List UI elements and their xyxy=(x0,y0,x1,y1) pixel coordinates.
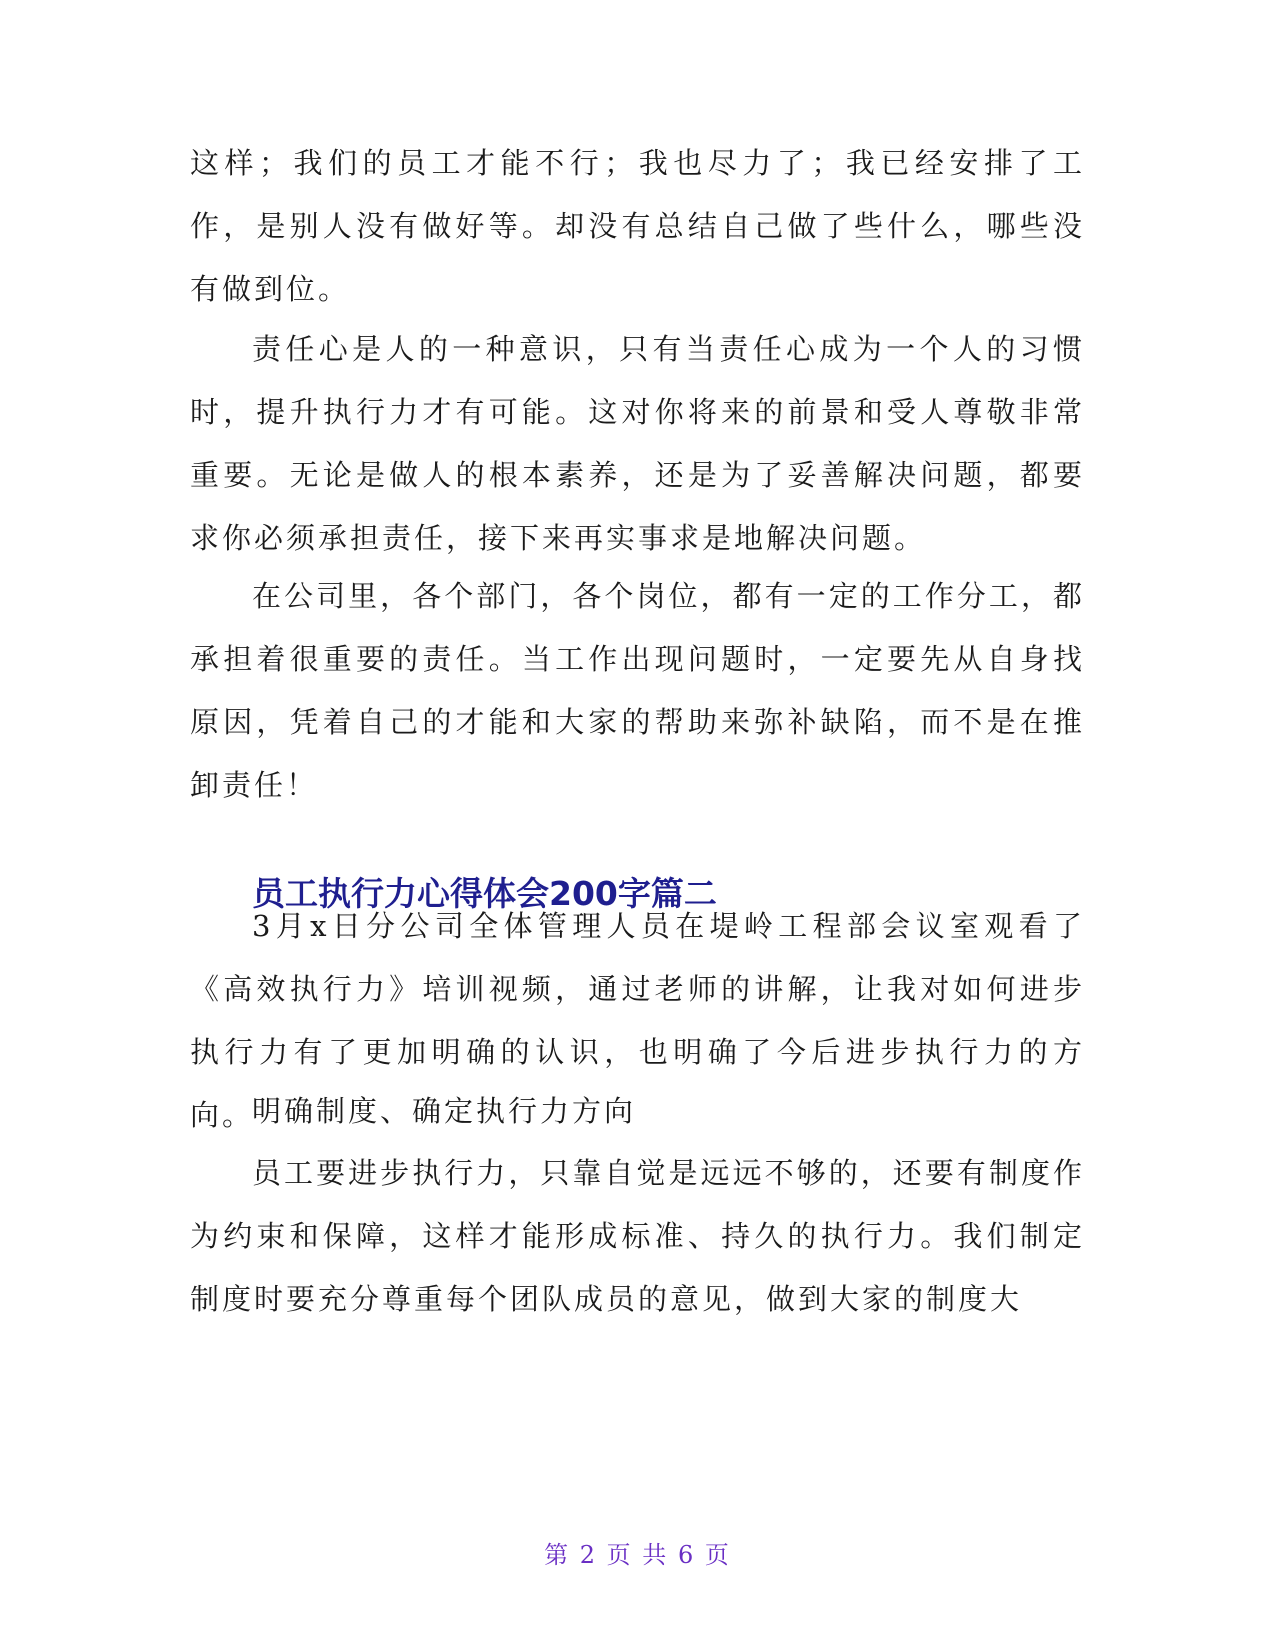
footer-total-pages: 6 xyxy=(677,1541,696,1569)
paragraph-company-roles: 在公司里，各个部门，各个岗位，都有一定的工作分工，都承担着很重要的责任。当工作出现问题时，一定要先从自身找原因，凭着自己的才能和大家的帮助来弥补缺陷，而不是在推卸责任！ xyxy=(190,579,1085,802)
paragraph-subheading: 明确制度、确定执行力方向 xyxy=(252,1094,637,1128)
footer-prefix: 第 xyxy=(544,1541,571,1569)
paragraph-responsibility: 责任心是人的一种意识，只有当责任心成为一个人的习惯时，提升执行力才有可能。这对你将来的前景和受人尊敬非常重要。无论是做人的根本素养，还是为了妥善解决问题，都要求你必须承担责任，接下来再实事求是地解决问题。 xyxy=(190,332,1085,555)
footer-suffix: 页 xyxy=(704,1541,731,1569)
paragraph-continuation: 这样；我们的员工才能不行；我也尽力了；我已经安排了工作，是别人没有做好等。却没有总结自己做了些什么，哪些没有做到位。 xyxy=(190,146,1085,306)
section-heading: 员工执行力心得体会200字篇二 xyxy=(252,874,717,913)
paragraph-training-video: 3月x日分公司全体管理人员在堤岭工程部会议室观看了《高效执行力》培训视频，通过老师的讲解，让我对如何进步执行力有了更加明确的认识，也明确了今后进步执行力的方向。 xyxy=(190,909,1085,1132)
page-footer xyxy=(0,1540,1275,1570)
footer-middle: 页 共 xyxy=(606,1541,669,1569)
paragraph-rules: 员工要进步执行力，只靠自觉是远远不够的，还要有制度作为约束和保障，这样才能形成标准、持久的执行力。我们制定制度时要充分尊重每个团队成员的意见，做到大家的制度大 xyxy=(190,1156,1085,1316)
footer-current-page: 2 xyxy=(579,1541,598,1569)
